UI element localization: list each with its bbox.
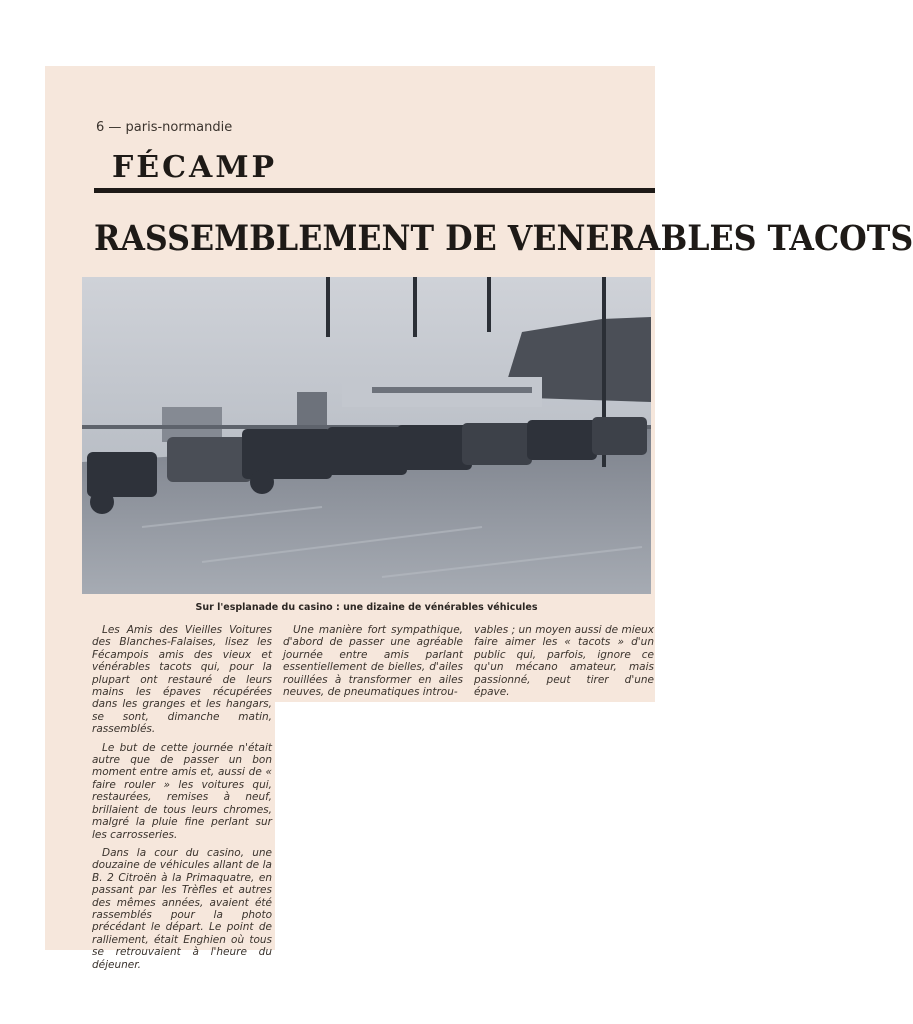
article-photo <box>82 277 651 594</box>
paragraph: Les Amis des Vieilles Voitures des Blanches-Falaises, lisez les Fécampois amis des vieux et vénérables tacots qui, pour la plupart ont restauré de leurs mains les épaves récupérées dans les granges et les hangars, se sont, dimanche matin, rassemblés. <box>92 624 272 736</box>
headline: RASSEMBLEMENT DE VENERABLES TACOTS <box>94 218 913 259</box>
article-column-2 <box>283 624 463 704</box>
article-column-1 <box>92 624 272 977</box>
page-header: 6 — paris-normandie <box>96 120 233 135</box>
photo-illustration <box>82 277 651 594</box>
photo-caption: Sur l'esplanade du casino : une dizaine de vénérables véhicules <box>195 602 538 613</box>
paragraph: Le but de cette journée n'était autre que de passer un bon moment entre amis et, aussi de « faire rouler » les voitures qui, restaurées, remises à neuf, brillaient de tous leurs chromes, malgré la pluie fine perlant sur les carrosseries. <box>92 741 272 841</box>
paragraph: vables ; un moyen aussi de mieux faire aimer les « tacots » d'un public qui, parfois, ignore ce qu'un mécano amateur, mais passionné, peut tirer d'une épave. <box>474 624 654 699</box>
paragraph: Une manière fort sympathique, d'abord de passer une agréable journée entre amis parlant essentiellement de bielles, d'ailes rouillées à transformer en ailes neuves, de pneumatiques introu- <box>283 624 463 699</box>
section-title: FÉCAMP <box>112 150 278 185</box>
title-rule <box>94 188 655 193</box>
article-column-3 <box>474 624 654 704</box>
paragraph: Dans la cour du casino, une douzaine de véhicules allant de la B. 2 Citroën à la Primaquatre, en passant par les Trèfles et autres des mêmes années, avaient été rassemblés pour la photo précédant le départ. Le point de ralliement, était Enghien où tous se retrouvaient à l'heure du déjeuner. <box>92 846 272 971</box>
